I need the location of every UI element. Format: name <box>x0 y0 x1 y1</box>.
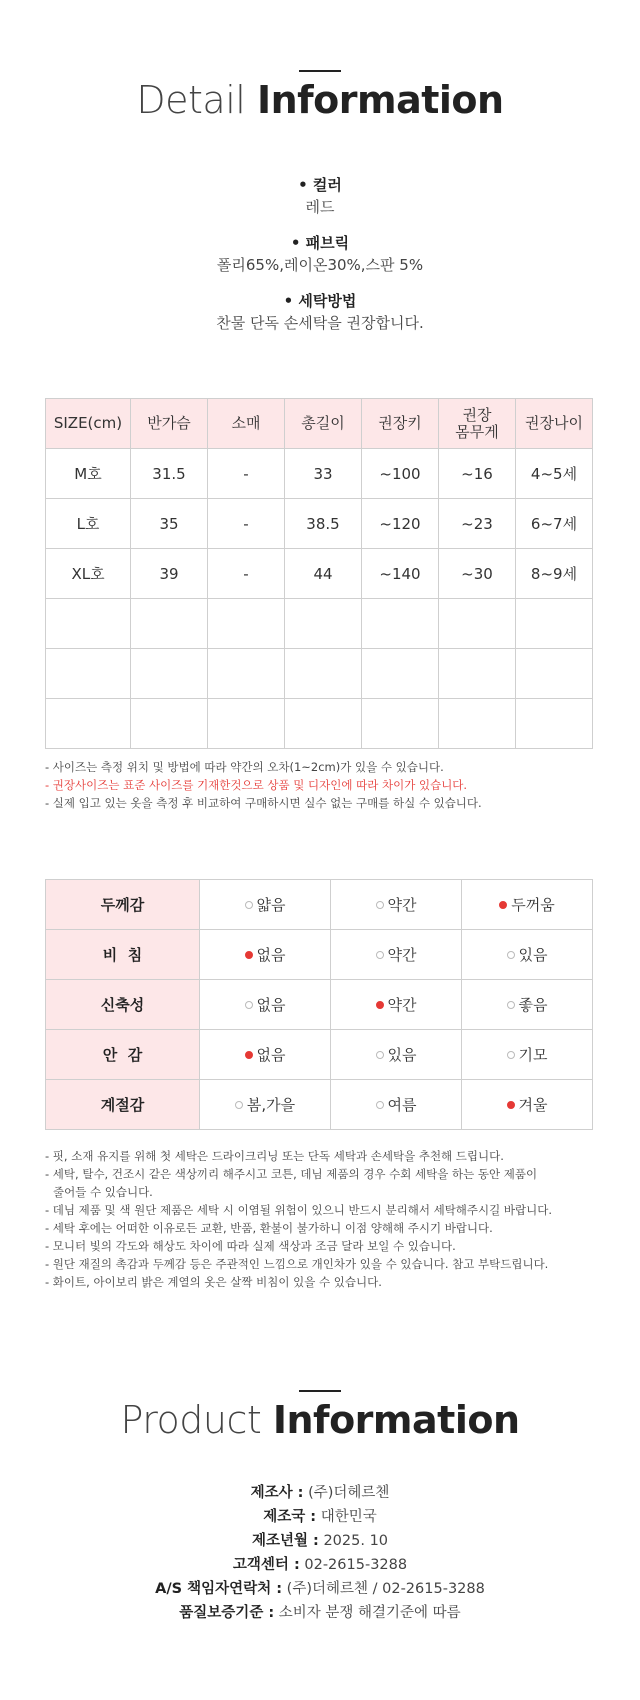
fabric-feel-table <box>45 879 593 1130</box>
size-cell: ~23 <box>439 499 516 549</box>
feel-option-selected: 겨울 <box>462 1080 593 1130</box>
size-header-cell: 권장나이 <box>516 399 593 449</box>
size-cell: 31.5 <box>131 449 208 499</box>
feel-option: 약간 <box>331 880 462 930</box>
size-cell: 4~5세 <box>516 449 593 499</box>
feel-option-selected: 없음 <box>200 1030 331 1080</box>
care-note: - 모니터 빛의 각도와 해상도 차이에 따라 실제 색상과 조금 달라 보일 수 있습니다. <box>45 1239 456 1253</box>
feel-label: 계절감 <box>46 1080 200 1130</box>
product-info-row: 제조사 : (주)더헤르첸 <box>250 1485 390 1501</box>
size-header-cell: 총길이 <box>285 399 362 449</box>
feel-option-selected: 두꺼움 <box>462 880 593 930</box>
care-note: - 원단 재질의 촉감과 두께감 등은 주관적인 느낌으로 개인차가 있을 수 있습니다. 참고 부탁드립니다. <box>45 1257 549 1271</box>
feel-row-thickness <box>46 880 593 930</box>
size-cell: M호 <box>46 449 131 499</box>
radio-dot-icon <box>376 1051 384 1059</box>
size-header-cell: SIZE(cm) <box>46 399 131 449</box>
product-info-row: 품질보증기준 : 소비자 분쟁 해결기준에 따름 <box>179 1605 461 1621</box>
size-cell: - <box>208 499 285 549</box>
feel-row-stretch <box>46 980 593 1030</box>
size-table <box>45 398 593 749</box>
size-cell: ~16 <box>439 449 516 499</box>
table-row <box>46 449 593 499</box>
radio-dot-selected-icon <box>245 951 253 959</box>
feel-option-selected: 없음 <box>200 930 331 980</box>
size-cell: ~120 <box>362 499 439 549</box>
spec-fabric: • 패브릭 폴리65%,레이온30%,스판 5% <box>216 234 424 274</box>
radio-dot-selected-icon <box>499 901 507 909</box>
size-note: - 사이즈는 측정 위치 및 방법에 따라 약간의 오차(1~2cm)가 있을 수 있습니다. <box>45 760 444 774</box>
size-cell: ~30 <box>439 549 516 599</box>
care-note: - 세탁 후에는 어떠한 이유로든 교환, 반품, 환불이 불가하니 이점 양해해 주시기 바랍니다. <box>45 1221 493 1235</box>
size-cell: 8~9세 <box>516 549 593 599</box>
size-table-header <box>46 399 593 449</box>
feel-label: 비 침 <box>46 930 200 980</box>
feel-option: 약간 <box>331 930 462 980</box>
care-note: - 데님 제품 및 색 원단 제품은 세탁 시 이염될 위험이 있으니 반드시 분리해서 세탁해주시길 바랍니다. <box>45 1203 552 1217</box>
size-cell: 35 <box>131 499 208 549</box>
radio-dot-icon <box>376 951 384 959</box>
feel-option: 봄,가을 <box>200 1080 331 1130</box>
care-note: - 핏, 소재 유지를 위해 첫 세탁은 드라이크리닝 또는 단독 세탁과 손세탁을 추천해 드립니다. <box>45 1149 504 1163</box>
radio-dot-icon <box>376 901 384 909</box>
size-notes <box>45 758 605 812</box>
size-cell: ~140 <box>362 549 439 599</box>
table-row-empty <box>46 699 593 749</box>
feel-option: 좋음 <box>462 980 593 1030</box>
size-cell: - <box>208 549 285 599</box>
product-info-row: 제조국 : 대한민국 <box>263 1509 377 1525</box>
size-cell: XL호 <box>46 549 131 599</box>
section-divider-product <box>299 1390 341 1392</box>
care-notes <box>45 1147 605 1291</box>
feel-row-lining <box>46 1030 593 1080</box>
size-cell: 39 <box>131 549 208 599</box>
table-row <box>46 499 593 549</box>
table-row-empty <box>46 649 593 699</box>
size-cell: 38.5 <box>285 499 362 549</box>
size-cell: - <box>208 449 285 499</box>
care-note: - 화이트, 아이보리 밝은 계열의 옷은 살짝 비침이 있을 수 있습니다. <box>45 1275 382 1289</box>
size-header-cell: 반가슴 <box>131 399 208 449</box>
radio-dot-selected-icon <box>245 1051 253 1059</box>
feel-option: 없음 <box>200 980 331 1030</box>
size-header-cell: 권장 몸무게 <box>439 399 516 449</box>
feel-label: 두께감 <box>46 880 200 930</box>
radio-dot-icon <box>507 951 515 959</box>
product-info-row: 고객센터 : 02-2615-3288 <box>232 1557 408 1573</box>
feel-row-sheerness <box>46 930 593 980</box>
product-info-title: Product Information <box>120 1398 520 1442</box>
section-divider-detail <box>299 70 341 72</box>
feel-label: 신축성 <box>46 980 200 1030</box>
feel-option: 있음 <box>331 1030 462 1080</box>
radio-dot-icon <box>376 1101 384 1109</box>
radio-dot-selected-icon <box>376 1001 384 1009</box>
radio-dot-selected-icon <box>507 1101 515 1109</box>
product-info-list <box>0 1481 640 1625</box>
feel-option: 여름 <box>331 1080 462 1130</box>
spec-washing: • 세탁방법 찬물 단독 손세탁을 권장합니다. <box>216 292 424 332</box>
spec-color: • 컬러 레드 <box>298 176 342 216</box>
radio-dot-icon <box>245 1001 253 1009</box>
size-cell: 33 <box>285 449 362 499</box>
feel-row-season <box>46 1080 593 1130</box>
size-cell: ~100 <box>362 449 439 499</box>
feel-option: 얇음 <box>200 880 331 930</box>
care-note: - 세탁, 탈수, 건조시 같은 색상끼리 해주시고 코튼, 데님 제품의 경우 수회 세탁을 하는 동안 제품이 <box>45 1167 538 1181</box>
size-note: - 실제 입고 있는 옷을 측정 후 비교하여 구매하시면 실수 없는 구매를 하실 수 있습니다. <box>45 796 482 810</box>
size-cell: 6~7세 <box>516 499 593 549</box>
radio-dot-icon <box>507 1051 515 1059</box>
feel-option: 있음 <box>462 930 593 980</box>
feel-option-selected: 약간 <box>331 980 462 1030</box>
size-header-cell: 소매 <box>208 399 285 449</box>
detail-info-title: Detail Information <box>136 78 504 122</box>
size-header-cell: 권장키 <box>362 399 439 449</box>
radio-dot-icon <box>245 901 253 909</box>
product-info-row: 제조년월 : 2025. 10 <box>251 1533 389 1549</box>
size-cell: L호 <box>46 499 131 549</box>
radio-dot-icon <box>235 1101 243 1109</box>
care-note: 줄어들 수 있습니다. <box>53 1185 153 1199</box>
size-note-warning: - 권장사이즈는 표준 사이즈를 기재한것으로 상품 및 디자인에 따라 차이가 있습니다. <box>45 778 468 792</box>
feel-label: 안 감 <box>46 1030 200 1080</box>
product-info-row: A/S 책임자연락처 : (주)더헤르첸 / 02-2615-3288 <box>155 1581 485 1597</box>
table-row <box>46 549 593 599</box>
feel-option: 기모 <box>462 1030 593 1080</box>
table-row-empty <box>46 599 593 649</box>
radio-dot-icon <box>507 1001 515 1009</box>
size-cell: 44 <box>285 549 362 599</box>
